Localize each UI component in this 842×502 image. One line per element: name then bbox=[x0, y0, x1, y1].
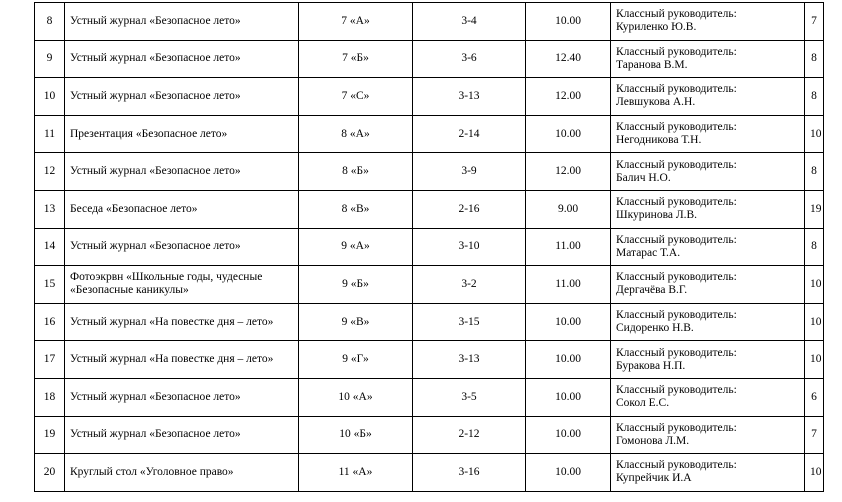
room-cell: 3-5 bbox=[413, 378, 526, 416]
table-row bbox=[35, 303, 824, 341]
time-cell: 10.00 bbox=[526, 115, 611, 153]
responsible-cell bbox=[611, 266, 805, 304]
room-cell: 2-16 bbox=[413, 190, 526, 228]
participant-count-cell: 8 bbox=[805, 228, 824, 266]
event-name-cell: Устный журнал «Безопасное лето» bbox=[65, 3, 299, 41]
time-cell: 11.00 bbox=[526, 228, 611, 266]
class-cell: 7 «Б» bbox=[299, 40, 413, 78]
time-cell: 10.00 bbox=[526, 3, 611, 41]
event-name-cell: Презентация «Безопасное лето» bbox=[65, 115, 299, 153]
row-number-cell: 10 bbox=[35, 78, 65, 116]
participant-count-cell: 10 bbox=[805, 303, 824, 341]
row-number-cell: 19 bbox=[35, 416, 65, 454]
table-body bbox=[35, 3, 824, 492]
table-row bbox=[35, 228, 824, 266]
responsible-name: Куриленко Ю.В. bbox=[616, 21, 697, 34]
responsible-cell bbox=[611, 303, 805, 341]
room-cell: 3-9 bbox=[413, 153, 526, 191]
events-table bbox=[34, 2, 824, 492]
time-cell: 10.00 bbox=[526, 416, 611, 454]
time-cell: 10.00 bbox=[526, 454, 611, 492]
event-name-cell: Устный журнал «Безопасное лето» bbox=[65, 416, 299, 454]
responsible-title: Классный руководитель: bbox=[616, 121, 737, 134]
class-cell: 7 «А» bbox=[299, 3, 413, 41]
responsible-name: Матарас Т.А. bbox=[616, 246, 681, 259]
time-cell: 10.00 bbox=[526, 303, 611, 341]
event-name-cell: Устный журнал «Безопасное лето» bbox=[65, 228, 299, 266]
responsible-name: Дергачёва В.Г. bbox=[616, 284, 688, 297]
class-cell: 8 «Б» bbox=[299, 153, 413, 191]
responsible-cell bbox=[611, 115, 805, 153]
event-name-cell: Фотоэкрвн «Школьные годы, чудесные «Безопасные каникулы» bbox=[65, 266, 299, 304]
room-cell: 3-15 bbox=[413, 303, 526, 341]
participant-count-cell: 6 bbox=[805, 378, 824, 416]
responsible-name: Сокол Е.С. bbox=[616, 397, 670, 410]
responsible-title: Классный руководитель: bbox=[616, 196, 737, 209]
event-name-cell: Устный журнал «Безопасное лето» bbox=[65, 40, 299, 78]
time-cell: 11.00 bbox=[526, 266, 611, 304]
responsible-title: Классный руководитель: bbox=[616, 158, 737, 171]
participant-count-cell: 8 bbox=[805, 153, 824, 191]
class-cell: 9 «Б» bbox=[299, 266, 413, 304]
responsible-name: Негодникова Т.Н. bbox=[616, 134, 702, 147]
table-row bbox=[35, 153, 824, 191]
responsible-cell bbox=[611, 190, 805, 228]
time-cell: 12.00 bbox=[526, 153, 611, 191]
responsible-name: Купрейчик И.А bbox=[616, 472, 692, 485]
responsible-name: Балич Н.О. bbox=[616, 171, 671, 184]
class-cell: 7 «С» bbox=[299, 78, 413, 116]
responsible-cell bbox=[611, 454, 805, 492]
responsible-title: Классный руководитель: bbox=[616, 83, 737, 96]
responsible-title: Классный руководитель: bbox=[616, 384, 737, 397]
table-row bbox=[35, 78, 824, 116]
responsible-cell bbox=[611, 416, 805, 454]
class-cell: 11 «А» bbox=[299, 454, 413, 492]
table-row bbox=[35, 190, 824, 228]
room-cell: 2-12 bbox=[413, 416, 526, 454]
room-cell: 3-13 bbox=[413, 341, 526, 379]
room-cell: 2-14 bbox=[413, 115, 526, 153]
table-row bbox=[35, 266, 824, 304]
table-row bbox=[35, 115, 824, 153]
class-cell: 8 «А» bbox=[299, 115, 413, 153]
class-cell: 10 «Б» bbox=[299, 416, 413, 454]
responsible-title: Классный руководитель: bbox=[616, 233, 737, 246]
responsible-name: Сидоренко Н.В. bbox=[616, 322, 694, 335]
responsible-cell bbox=[611, 40, 805, 78]
event-name-cell: Устный журнал «Безопасное лето» bbox=[65, 378, 299, 416]
class-cell: 8 «В» bbox=[299, 190, 413, 228]
responsible-name: Шкуринова Л.В. bbox=[616, 209, 698, 222]
time-cell: 10.00 bbox=[526, 378, 611, 416]
row-number-cell: 15 bbox=[35, 266, 65, 304]
responsible-cell bbox=[611, 228, 805, 266]
responsible-cell bbox=[611, 378, 805, 416]
row-number-cell: 17 bbox=[35, 341, 65, 379]
event-name-cell: Устный журнал «Безопасное лето» bbox=[65, 78, 299, 116]
table-row bbox=[35, 3, 824, 41]
responsible-cell bbox=[611, 3, 805, 41]
row-number-cell: 18 bbox=[35, 378, 65, 416]
row-number-cell: 11 bbox=[35, 115, 65, 153]
responsible-title: Классный руководитель: bbox=[616, 271, 737, 284]
class-cell: 10 «А» bbox=[299, 378, 413, 416]
responsible-title: Классный руководитель: bbox=[616, 346, 737, 359]
class-cell: 9 «В» bbox=[299, 303, 413, 341]
table-row bbox=[35, 416, 824, 454]
table-row bbox=[35, 454, 824, 492]
responsible-title: Классный руководитель: bbox=[616, 309, 737, 322]
responsible-name: Левшукова А.Н. bbox=[616, 96, 696, 109]
event-name-cell: Устный журнал «На повестке дня – лето» bbox=[65, 341, 299, 379]
room-cell: 3-6 bbox=[413, 40, 526, 78]
participant-count-cell: 10 bbox=[805, 341, 824, 379]
responsible-title: Классный руководитель: bbox=[616, 421, 737, 434]
room-cell: 3-2 bbox=[413, 266, 526, 304]
responsible-title: Классный руководитель: bbox=[616, 8, 737, 21]
responsible-cell bbox=[611, 78, 805, 116]
responsible-cell bbox=[611, 153, 805, 191]
participant-count-cell: 19 bbox=[805, 190, 824, 228]
class-cell: 9 «А» bbox=[299, 228, 413, 266]
row-number-cell: 12 bbox=[35, 153, 65, 191]
responsible-name: Таранова В.М. bbox=[616, 58, 688, 71]
participant-count-cell: 10 bbox=[805, 115, 824, 153]
participant-count-cell: 8 bbox=[805, 40, 824, 78]
responsible-cell bbox=[611, 341, 805, 379]
participant-count-cell: 8 bbox=[805, 78, 824, 116]
row-number-cell: 20 bbox=[35, 454, 65, 492]
row-number-cell: 14 bbox=[35, 228, 65, 266]
event-name-cell: Беседа «Безопасное лето» bbox=[65, 190, 299, 228]
room-cell: 3-13 bbox=[413, 78, 526, 116]
row-number-cell: 13 bbox=[35, 190, 65, 228]
participant-count-cell: 10 bbox=[805, 454, 824, 492]
responsible-title: Классный руководитель: bbox=[616, 459, 737, 472]
event-name-cell: Устный журнал «На повестке дня – лето» bbox=[65, 303, 299, 341]
participant-count-cell: 10 bbox=[805, 266, 824, 304]
row-number-cell: 8 bbox=[35, 3, 65, 41]
table-row bbox=[35, 341, 824, 379]
row-number-cell: 16 bbox=[35, 303, 65, 341]
event-name-cell: Устный журнал «Безопасное лето» bbox=[65, 153, 299, 191]
room-cell: 3-16 bbox=[413, 454, 526, 492]
responsible-name: Буракова Н.П. bbox=[616, 359, 686, 372]
table-row bbox=[35, 40, 824, 78]
room-cell: 3-10 bbox=[413, 228, 526, 266]
time-cell: 10.00 bbox=[526, 341, 611, 379]
responsible-title: Классный руководитель: bbox=[616, 45, 737, 58]
time-cell: 9.00 bbox=[526, 190, 611, 228]
event-name-cell: Круглый стол «Уголовное право» bbox=[65, 454, 299, 492]
time-cell: 12.00 bbox=[526, 78, 611, 116]
room-cell: 3-4 bbox=[413, 3, 526, 41]
participant-count-cell: 7 bbox=[805, 416, 824, 454]
responsible-name: Гомонова Л.М. bbox=[616, 434, 690, 447]
table-row bbox=[35, 378, 824, 416]
row-number-cell: 9 bbox=[35, 40, 65, 78]
participant-count-cell: 7 bbox=[805, 3, 824, 41]
class-cell: 9 «Г» bbox=[299, 341, 413, 379]
time-cell: 12.40 bbox=[526, 40, 611, 78]
